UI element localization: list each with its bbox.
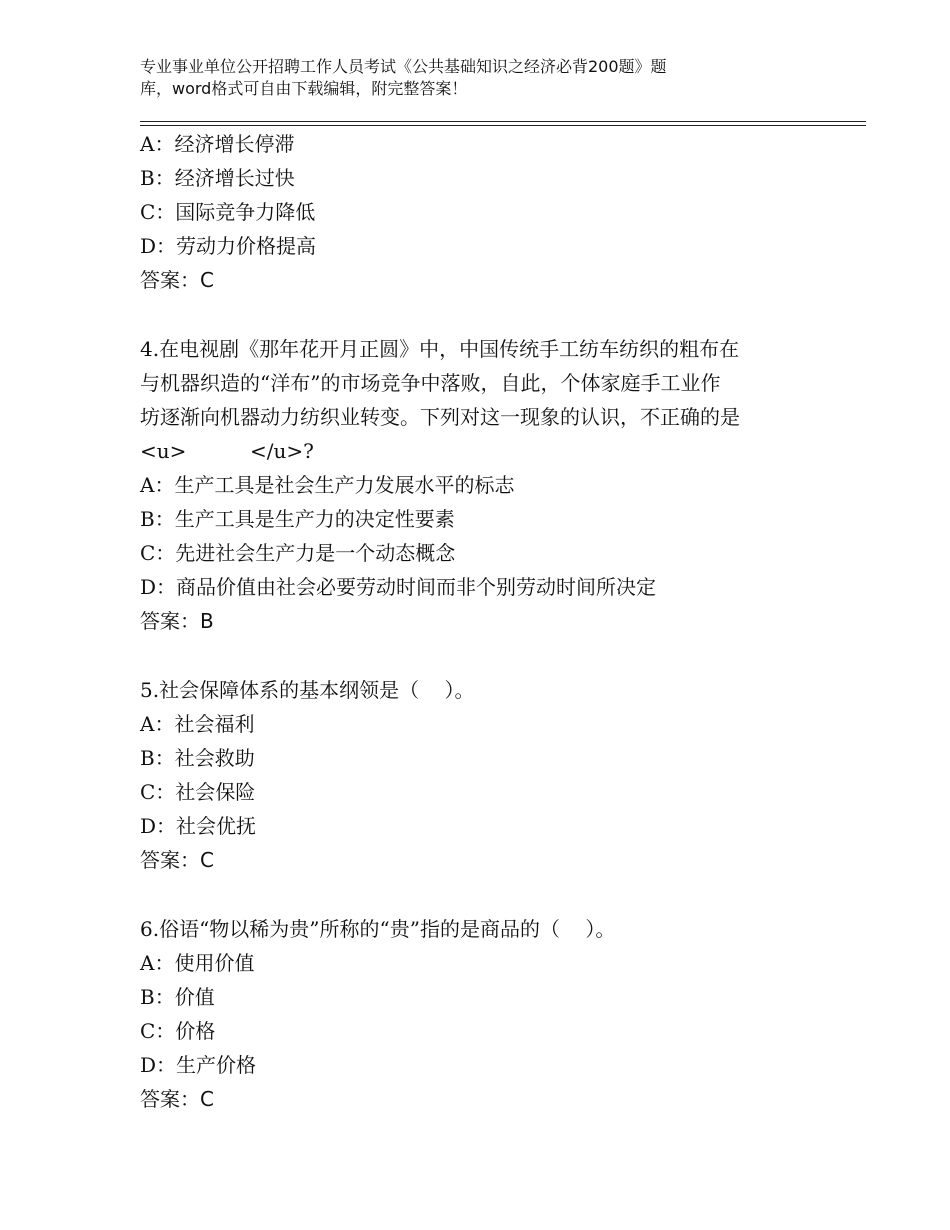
q3-option-b: B：经济增长过快: [140, 166, 295, 190]
q3-option-a: A：经济增长停滞: [140, 132, 295, 156]
q6-option-a: A：使用价值: [140, 951, 255, 975]
q3-option-d: D：劳动力价格提高: [140, 234, 317, 258]
q4-stem-line-4: <u> </u>?: [140, 439, 314, 463]
q4-option-b: B：生产工具是生产力的决定性要素: [140, 507, 455, 531]
header-title-line-2: 库，word格式可自由下载编辑，附完整答案！: [140, 79, 468, 98]
q5-answer: 答案：C: [140, 848, 214, 872]
q4-stem-line-2: 与机器织造的“洋布”的市场竞争中落败，自此，个体家庭手工业作: [140, 371, 721, 395]
q4-option-a: A：生产工具是社会生产力发展水平的标志: [140, 473, 515, 497]
q4-option-c: C：先进社会生产力是一个动态概念: [140, 541, 456, 565]
header-rule-bottom: [140, 125, 866, 126]
q4-stem-line-1: 4.在电视剧《那年花开月正圆》中，中国传统手工纺车纺织的粗布在: [140, 337, 740, 361]
document-header: [140, 56, 780, 100]
q5-option-b: B：社会救助: [140, 746, 255, 770]
header-rule-top: [140, 121, 866, 122]
q5-option-d: D：社会优抚: [140, 814, 257, 838]
q4-answer: 答案：B: [140, 609, 214, 633]
q3-answer: 答案：C: [140, 268, 214, 292]
q6-option-d: D：生产价格: [140, 1053, 257, 1077]
q6-stem: 6.俗语“物以稀为贵”所称的“贵”指的是商品的（ ）。: [140, 917, 616, 941]
header-title-line-1: 专业事业单位公开招聘工作人员考试《公共基础知识之经济必背200题》题: [140, 57, 667, 76]
q5-stem: 5.社会保障体系的基本纲领是（ ）。: [140, 678, 475, 702]
q3-option-c: C：国际竞争力降低: [140, 200, 316, 224]
q5-option-a: A：社会福利: [140, 712, 255, 736]
q4-option-d: D：商品价值由社会必要劳动时间而非个别劳动时间所决定: [140, 575, 657, 599]
q6-option-c: C：价格: [140, 1019, 216, 1043]
q4-stem-line-3: 坊逐渐向机器动力纺织业转变。下列对这一现象的认识，不正确的是: [140, 405, 740, 429]
q6-answer: 答案：C: [140, 1087, 214, 1111]
q5-option-c: C：社会保险: [140, 780, 256, 804]
q6-option-b: B：价值: [140, 985, 215, 1009]
